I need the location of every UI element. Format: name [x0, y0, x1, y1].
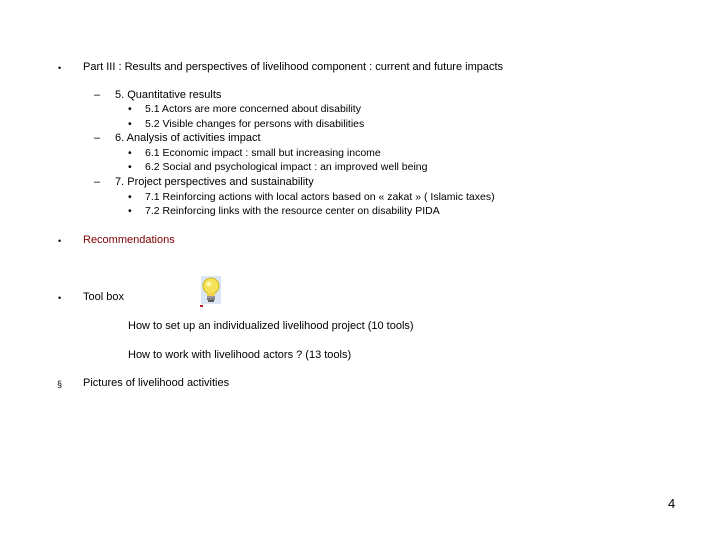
bullet: • [128, 103, 132, 115]
pictures-link[interactable]: Pictures of livelihood activities [83, 377, 230, 389]
point-6-2: 6.2 Social and psychological impact : an improved well being [145, 161, 428, 173]
section-5-heading: 5. Quantitative results [115, 89, 222, 101]
point-5-1: 5.1 Actors are more concerned about disability [145, 103, 361, 115]
bullet: • [128, 191, 132, 203]
bullet: • [128, 161, 132, 173]
light-bulb-icon [200, 274, 222, 308]
tool-box-label: Tool box [83, 291, 124, 303]
point-6-1: 6.1 Economic impact : small but increasing income [145, 147, 381, 159]
point-7-1: 7.1 Reinforcing actions with local actors based on « zakat » ( Islamic taxes) [145, 191, 495, 203]
bullet: • [128, 205, 132, 217]
tools-link-individualized-project[interactable]: How to set up an individualized livelihood project (10 tools) [128, 320, 414, 332]
bullet: • [58, 236, 62, 246]
dash: – [94, 89, 101, 101]
bullet: • [128, 118, 132, 130]
bullet: § [57, 379, 63, 389]
dash: – [94, 132, 101, 144]
dash: – [94, 176, 101, 188]
recommendations-link[interactable]: Recommendations [83, 234, 175, 246]
part-three-title: Part III : Results and perspectives of livelihood component : current and future impacts [83, 61, 504, 73]
tools-link-livelihood-actors[interactable]: How to work with livelihood actors ? (13 tools) [128, 349, 352, 361]
section-6-heading: 6. Analysis of activities impact [115, 132, 261, 144]
bullet: • [58, 63, 62, 73]
bullet: • [58, 293, 62, 303]
page-number: 4 [668, 496, 676, 511]
section-7-heading: 7. Project perspectives and sustainability [115, 176, 314, 188]
bullet: • [128, 147, 132, 159]
point-7-2: 7.2 Reinforcing links with the resource center on disability PIDA [145, 205, 440, 217]
point-5-2: 5.2 Visible changes for persons with disabilities [145, 118, 365, 130]
